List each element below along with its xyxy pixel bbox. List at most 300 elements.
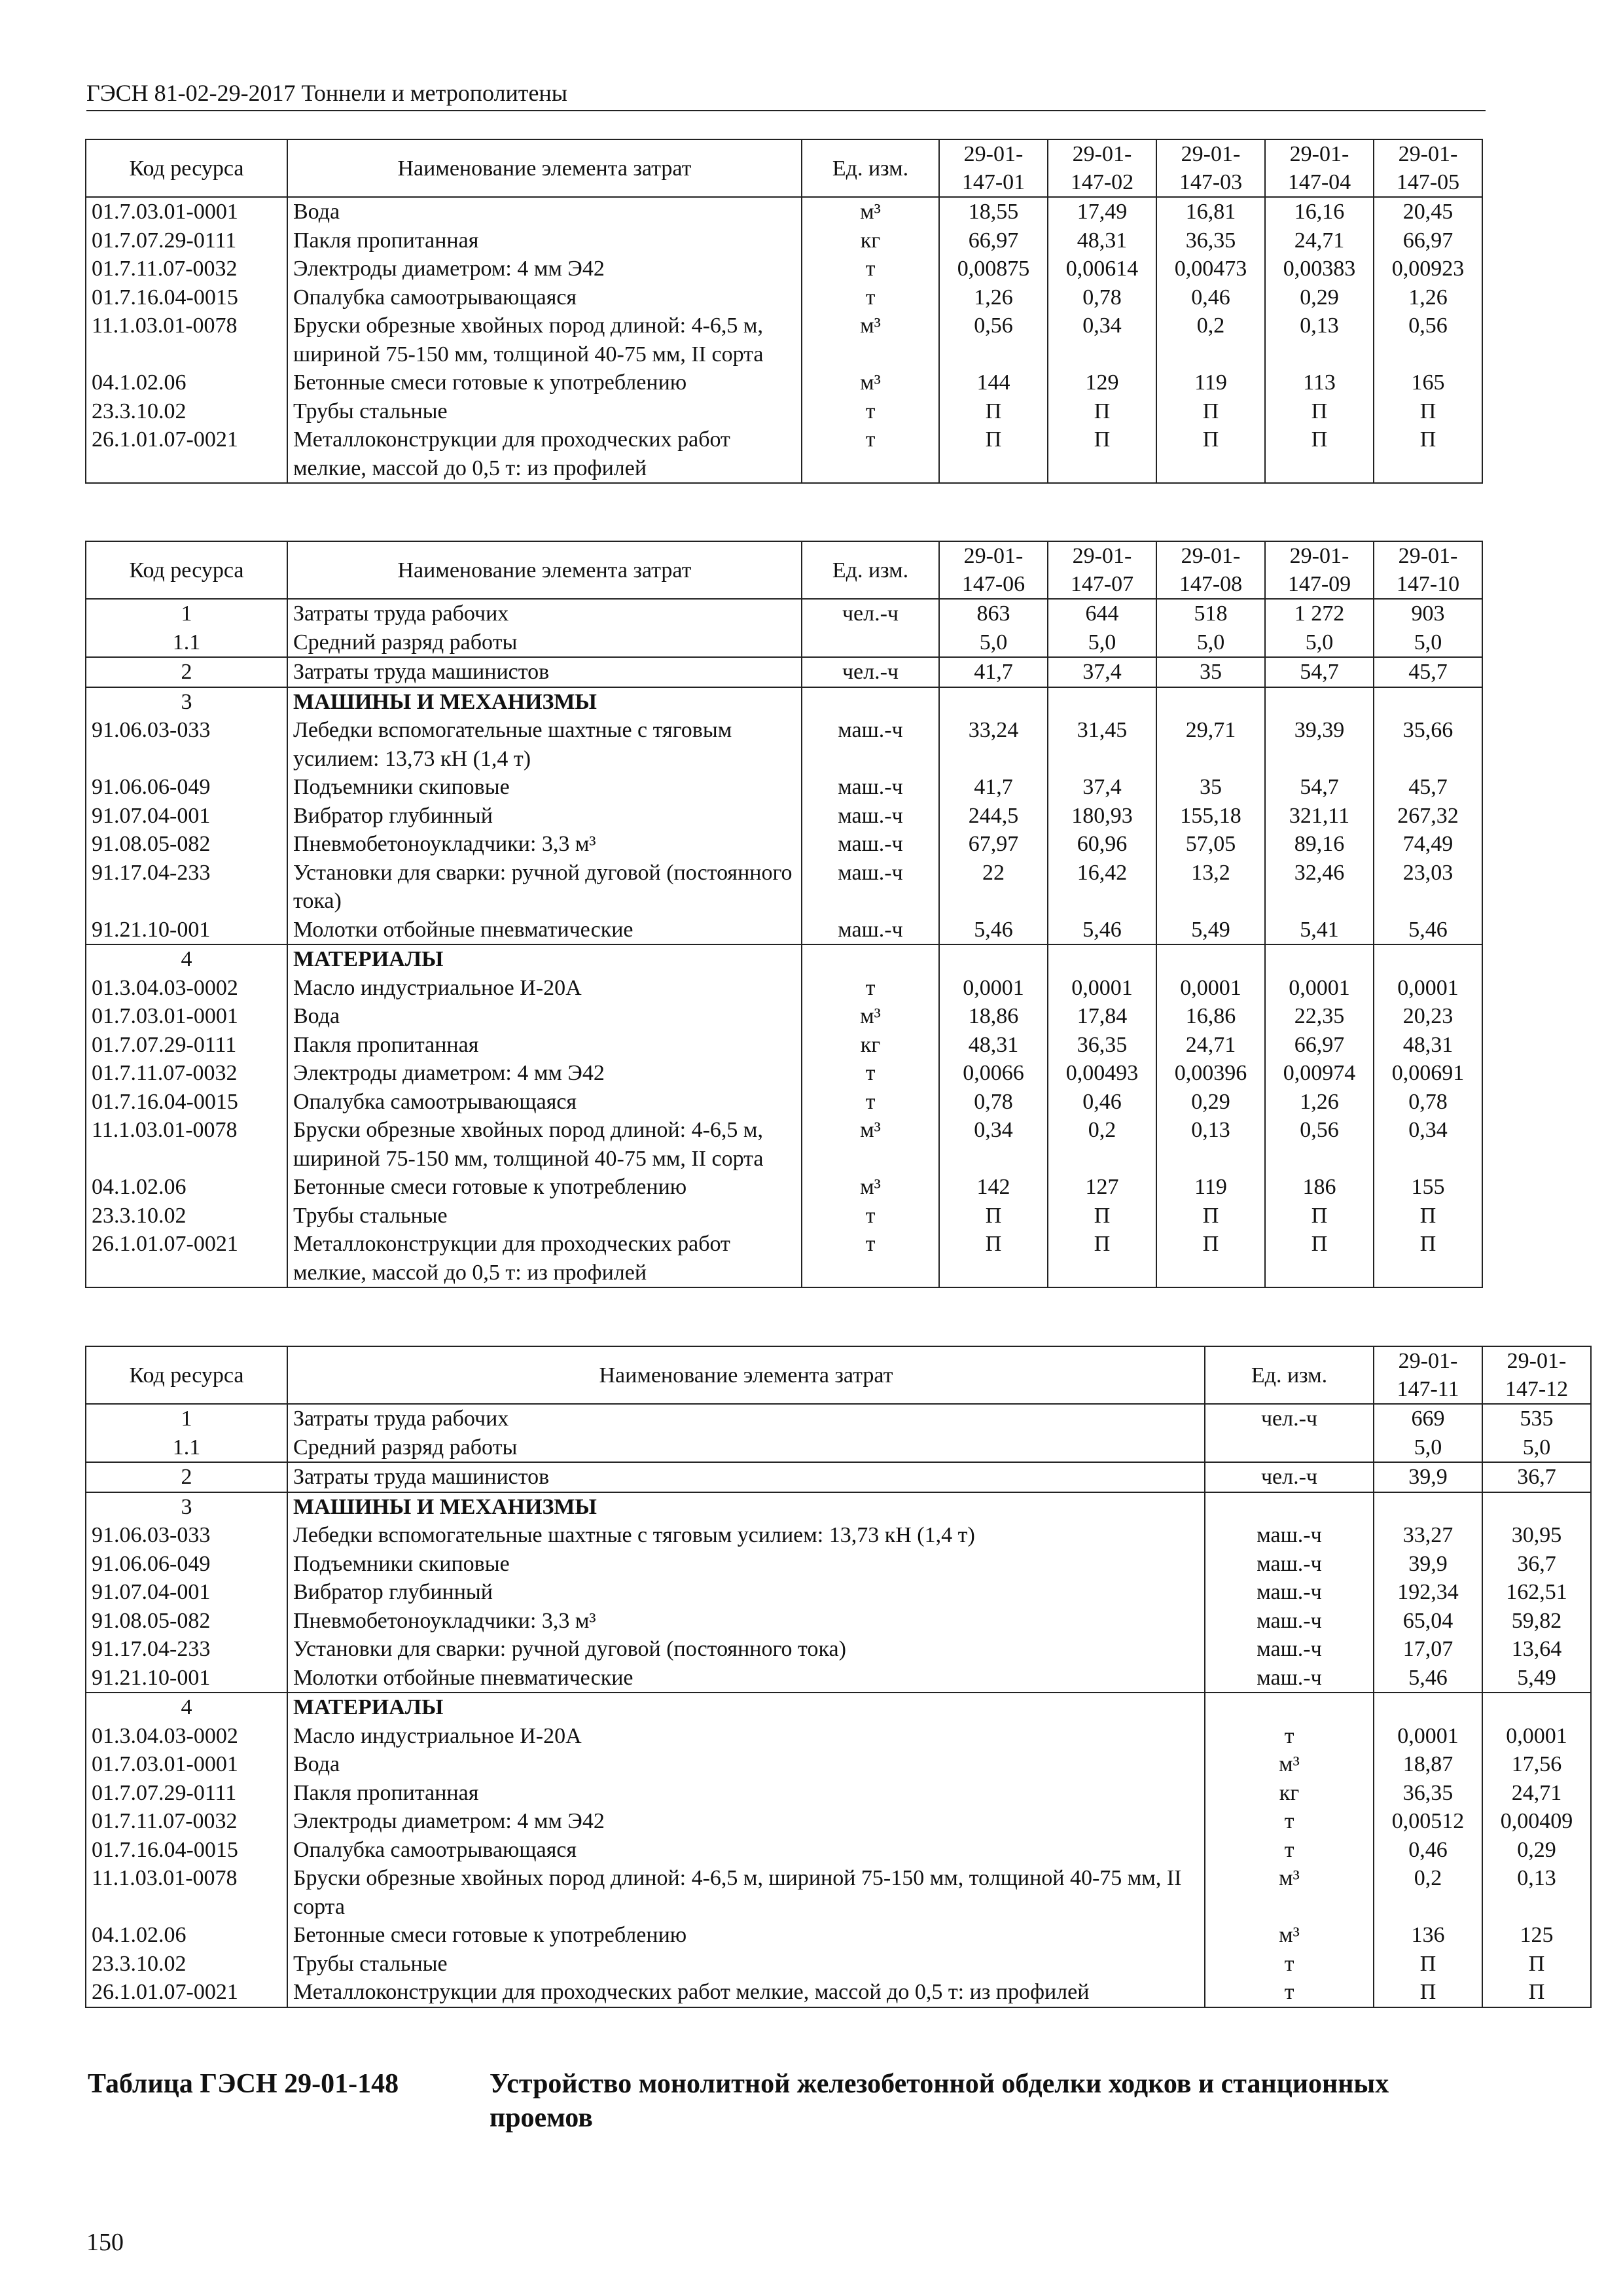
table-row bbox=[86, 1521, 1591, 1550]
value-cell bbox=[1048, 687, 1156, 717]
value-cell: П bbox=[1265, 425, 1374, 483]
col-header-unit: Ед. изм. bbox=[802, 541, 939, 599]
resource-name: Масло индустриальное И-20А bbox=[287, 974, 802, 1003]
value-cell: 66,97 bbox=[939, 226, 1048, 255]
section-heading: МАШИНЫ И МЕХАНИЗМЫ bbox=[287, 1492, 1205, 1522]
value-cell: 136 bbox=[1374, 1921, 1482, 1950]
value-cell: П bbox=[1374, 1978, 1482, 2007]
value-cell: 57,05 bbox=[1156, 830, 1265, 859]
table-row bbox=[86, 1116, 1482, 1173]
unit-cell: т bbox=[802, 255, 939, 283]
value-cell: 36,35 bbox=[1374, 1779, 1482, 1808]
value-cell: 66,97 bbox=[1374, 226, 1482, 255]
value-cell: П bbox=[939, 425, 1048, 483]
resource-code: 91.17.04-233 bbox=[86, 1635, 287, 1664]
resource-code: 01.7.03.01-0001 bbox=[86, 1750, 287, 1779]
value-cell: 65,04 bbox=[1374, 1607, 1482, 1636]
value-cell: 36,7 bbox=[1482, 1462, 1591, 1492]
resource-code: 1 bbox=[86, 599, 287, 628]
resource-code: 23.3.10.02 bbox=[86, 397, 287, 426]
value-cell: 0,78 bbox=[1374, 1088, 1482, 1117]
value-cell: 0,56 bbox=[1265, 1116, 1374, 1173]
resource-code: 01.7.16.04-0015 bbox=[86, 283, 287, 312]
section-heading: МАТЕРИАЛЫ bbox=[287, 944, 802, 974]
unit-cell: т bbox=[802, 1202, 939, 1230]
resource-name: Затраты труда машинистов bbox=[287, 657, 802, 687]
unit-cell: м³ bbox=[802, 1173, 939, 1202]
value-cell: 0,0001 bbox=[939, 974, 1048, 1003]
col-header-norm: 29-01-147-07 bbox=[1048, 541, 1156, 599]
table-row bbox=[86, 1462, 1591, 1492]
value-cell: 0,2 bbox=[1156, 312, 1265, 368]
value-cell: П bbox=[1374, 1202, 1482, 1230]
value-cell: П bbox=[1265, 1230, 1374, 1287]
value-cell: 0,00691 bbox=[1374, 1059, 1482, 1088]
value-cell: 16,42 bbox=[1048, 859, 1156, 916]
unit-cell: маш.-ч bbox=[802, 716, 939, 773]
table-row bbox=[86, 197, 1482, 226]
value-cell: 321,11 bbox=[1265, 802, 1374, 831]
resource-name: Трубы стальные bbox=[287, 397, 802, 426]
resource-name: Средний разряд работы bbox=[287, 628, 802, 658]
value-cell: 0,00923 bbox=[1374, 255, 1482, 283]
table-row bbox=[86, 1433, 1591, 1463]
value-cell: 5,46 bbox=[1374, 916, 1482, 945]
unit-cell: м³ bbox=[1205, 1750, 1374, 1779]
table-row bbox=[86, 1492, 1591, 1522]
resource-code: 04.1.02.06 bbox=[86, 1173, 287, 1202]
value-cell: 535 bbox=[1482, 1404, 1591, 1433]
col-header-norm: 29-01-147-09 bbox=[1265, 541, 1374, 599]
value-cell: 66,97 bbox=[1265, 1031, 1374, 1060]
value-cell bbox=[1482, 1492, 1591, 1522]
value-cell: П bbox=[1374, 1950, 1482, 1979]
resource-code: 91.17.04-233 bbox=[86, 859, 287, 916]
table-row bbox=[86, 1059, 1482, 1088]
value-cell: 119 bbox=[1156, 368, 1265, 397]
value-cell bbox=[1156, 687, 1265, 717]
value-cell: 0,56 bbox=[1374, 312, 1482, 368]
page-number: 150 bbox=[86, 2229, 124, 2256]
value-cell: 20,45 bbox=[1374, 197, 1482, 226]
value-cell: 113 bbox=[1265, 368, 1374, 397]
unit-cell: т bbox=[1205, 1836, 1374, 1865]
unit-cell: т bbox=[1205, 1722, 1374, 1751]
value-cell: 54,7 bbox=[1265, 773, 1374, 802]
value-cell: 36,35 bbox=[1156, 226, 1265, 255]
value-cell: 48,31 bbox=[1048, 226, 1156, 255]
table-row bbox=[86, 1607, 1591, 1636]
value-cell: 0,00875 bbox=[939, 255, 1048, 283]
resource-name: Подъемники скиповые bbox=[287, 1550, 1205, 1579]
running-header: ГЭСН 81-02-29-2017 Тоннели и метрополитены bbox=[86, 79, 1486, 111]
table-row bbox=[86, 802, 1482, 831]
value-cell: П bbox=[1156, 397, 1265, 426]
value-cell: 5,0 bbox=[1156, 628, 1265, 658]
resource-code: 01.7.03.01-0001 bbox=[86, 1002, 287, 1031]
value-cell: 35 bbox=[1156, 773, 1265, 802]
resource-name: Пневмобетоноукладчики: 3,3 м³ bbox=[287, 830, 802, 859]
caption-label: Таблица ГЭСН 29-01-148 bbox=[88, 2069, 399, 2099]
col-header-unit: Ед. изм. bbox=[802, 139, 939, 197]
value-cell: П bbox=[1048, 397, 1156, 426]
table-row bbox=[86, 1578, 1591, 1607]
value-cell: 0,0001 bbox=[1156, 974, 1265, 1003]
value-cell: 0,13 bbox=[1265, 312, 1374, 368]
value-cell: 119 bbox=[1156, 1173, 1265, 1202]
resource-code: 1.1 bbox=[86, 628, 287, 658]
resource-code: 4 bbox=[86, 944, 287, 974]
col-header-norm: 29-01-147-02 bbox=[1048, 139, 1156, 197]
resource-name: Опалубка самоотрывающаяся bbox=[287, 283, 802, 312]
value-cell: 32,46 bbox=[1265, 859, 1374, 916]
value-cell: П bbox=[939, 1202, 1048, 1230]
value-cell bbox=[1374, 687, 1482, 717]
value-cell: 863 bbox=[939, 599, 1048, 628]
value-cell: 24,71 bbox=[1156, 1031, 1265, 1060]
value-cell: П bbox=[1374, 425, 1482, 483]
unit-cell: маш.-ч bbox=[1205, 1664, 1374, 1693]
resource-code: 91.07.04-001 bbox=[86, 802, 287, 831]
col-header-norm: 29-01-147-01 bbox=[939, 139, 1048, 197]
unit-cell: т bbox=[1205, 1807, 1374, 1836]
resource-code: 91.06.03-033 bbox=[86, 1521, 287, 1550]
value-cell: 155,18 bbox=[1156, 802, 1265, 831]
value-cell: 669 bbox=[1374, 1404, 1482, 1433]
resource-name: Вода bbox=[287, 1002, 802, 1031]
unit-cell: т bbox=[1205, 1950, 1374, 1979]
resource-table-1 bbox=[85, 139, 1483, 484]
resource-code: 91.06.03-033 bbox=[86, 716, 287, 773]
value-cell: 5,49 bbox=[1156, 916, 1265, 945]
value-cell: 0,00493 bbox=[1048, 1059, 1156, 1088]
resource-code: 11.1.03.01-0078 bbox=[86, 1116, 287, 1173]
col-header-norm: 29-01-147-04 bbox=[1265, 139, 1374, 197]
table-row bbox=[86, 716, 1482, 773]
value-cell: 22 bbox=[939, 859, 1048, 916]
value-cell: 37,4 bbox=[1048, 773, 1156, 802]
unit-cell: т bbox=[802, 1059, 939, 1088]
value-cell: 45,7 bbox=[1374, 773, 1482, 802]
value-cell: П bbox=[1156, 425, 1265, 483]
table-row bbox=[86, 1722, 1591, 1751]
resource-name: Лебедки вспомогательные шахтные с тяговым усилием: 13,73 кН (1,4 т) bbox=[287, 716, 802, 773]
value-cell: 74,49 bbox=[1374, 830, 1482, 859]
resource-code: 01.7.11.07-0032 bbox=[86, 255, 287, 283]
resource-name: Вода bbox=[287, 1750, 1205, 1779]
table-row bbox=[86, 1978, 1591, 2007]
value-cell: 16,86 bbox=[1156, 1002, 1265, 1031]
table-row bbox=[86, 1202, 1482, 1230]
resource-code: 4 bbox=[86, 1693, 287, 1722]
table-row bbox=[86, 773, 1482, 802]
resource-code: 01.7.03.01-0001 bbox=[86, 197, 287, 226]
value-cell: 0,29 bbox=[1265, 283, 1374, 312]
resource-code: 91.06.06-049 bbox=[86, 1550, 287, 1579]
resource-name: Бруски обрезные хвойных пород длиной: 4-6,5 м, шириной 75-150 мм, толщиной 40-75 мм, II сорта bbox=[287, 1116, 802, 1173]
value-cell: 0,00383 bbox=[1265, 255, 1374, 283]
resource-name: Трубы стальные bbox=[287, 1950, 1205, 1979]
resource-name: Опалубка самоотрывающаяся bbox=[287, 1088, 802, 1117]
resource-name: Пакля пропитанная bbox=[287, 1779, 1205, 1808]
value-cell: 0,00614 bbox=[1048, 255, 1156, 283]
value-cell: 0,13 bbox=[1482, 1864, 1591, 1921]
unit-cell: чел.-ч bbox=[1205, 1462, 1374, 1492]
value-cell: П bbox=[1048, 425, 1156, 483]
value-cell: 16,16 bbox=[1265, 197, 1374, 226]
col-header-name: Наименование элемента затрат bbox=[287, 1346, 1205, 1404]
table-row bbox=[86, 226, 1482, 255]
value-cell: 16,81 bbox=[1156, 197, 1265, 226]
unit-cell: т bbox=[1205, 1978, 1374, 2007]
resource-code: 04.1.02.06 bbox=[86, 368, 287, 397]
value-cell: 29,71 bbox=[1156, 716, 1265, 773]
value-cell: П bbox=[1156, 1202, 1265, 1230]
value-cell: 0,2 bbox=[1048, 1116, 1156, 1173]
resource-name: Масло индустриальное И-20А bbox=[287, 1722, 1205, 1751]
value-cell: 0,56 bbox=[939, 312, 1048, 368]
table-row bbox=[86, 1550, 1591, 1579]
value-cell bbox=[1482, 1693, 1591, 1722]
value-cell: 13,2 bbox=[1156, 859, 1265, 916]
value-cell: П bbox=[1482, 1978, 1591, 2007]
value-cell: 125 bbox=[1482, 1921, 1591, 1950]
table-row bbox=[86, 1864, 1591, 1921]
value-cell: 0,00396 bbox=[1156, 1059, 1265, 1088]
table-row bbox=[86, 974, 1482, 1003]
value-cell: 17,49 bbox=[1048, 197, 1156, 226]
table-row bbox=[86, 830, 1482, 859]
value-cell bbox=[1048, 944, 1156, 974]
unit-cell: т bbox=[802, 1230, 939, 1287]
resource-table-3 bbox=[85, 1346, 1592, 2008]
unit-cell: маш.-ч bbox=[1205, 1550, 1374, 1579]
resource-name: Металлоконструкции для проходческих работ мелкие, массой до 0,5 т: из профилей bbox=[287, 1978, 1205, 2007]
value-cell: 186 bbox=[1265, 1173, 1374, 1202]
resource-code: 01.7.11.07-0032 bbox=[86, 1807, 287, 1836]
section-heading: МАШИНЫ И МЕХАНИЗМЫ bbox=[287, 687, 802, 717]
value-cell: 59,82 bbox=[1482, 1607, 1591, 1636]
value-cell: 67,97 bbox=[939, 830, 1048, 859]
value-cell: 155 bbox=[1374, 1173, 1482, 1202]
unit-cell: т bbox=[802, 397, 939, 426]
unit-cell: т bbox=[802, 283, 939, 312]
value-cell: 5,0 bbox=[1482, 1433, 1591, 1463]
col-header-norm: 29-01-147-06 bbox=[939, 541, 1048, 599]
resource-name: Бетонные смеси готовые к употреблению bbox=[287, 368, 802, 397]
resource-name: Металлоконструкции для проходческих работ мелкие, массой до 0,5 т: из профилей bbox=[287, 425, 802, 483]
unit-cell: маш.-ч bbox=[802, 916, 939, 945]
resource-name: Установки для сварки: ручной дуговой (постоянного тока) bbox=[287, 1635, 1205, 1664]
resource-code: 91.08.05-082 bbox=[86, 1607, 287, 1636]
value-cell: 41,7 bbox=[939, 657, 1048, 687]
value-cell: П bbox=[1374, 397, 1482, 426]
unit-cell bbox=[1205, 1433, 1374, 1463]
value-cell: 5,0 bbox=[1265, 628, 1374, 658]
value-cell: 180,93 bbox=[1048, 802, 1156, 831]
value-cell: П bbox=[1048, 1230, 1156, 1287]
table-row bbox=[86, 1031, 1482, 1060]
value-cell: 1,26 bbox=[939, 283, 1048, 312]
unit-cell: м³ bbox=[802, 312, 939, 368]
resource-code: 2 bbox=[86, 657, 287, 687]
value-cell: 39,9 bbox=[1374, 1550, 1482, 1579]
value-cell: 35,66 bbox=[1374, 716, 1482, 773]
value-cell: 18,87 bbox=[1374, 1750, 1482, 1779]
value-cell: 0,2 bbox=[1374, 1864, 1482, 1921]
unit-cell: чел.-ч bbox=[802, 657, 939, 687]
col-header-code: Код ресурса bbox=[86, 1346, 287, 1404]
unit-cell: м³ bbox=[802, 1002, 939, 1031]
col-header-code: Код ресурса bbox=[86, 541, 287, 599]
table-row bbox=[86, 687, 1482, 717]
resource-name: Бетонные смеси готовые к употреблению bbox=[287, 1173, 802, 1202]
value-cell: 0,34 bbox=[939, 1116, 1048, 1173]
resource-code: 91.06.06-049 bbox=[86, 773, 287, 802]
col-header-code: Код ресурса bbox=[86, 139, 287, 197]
resource-name: Электроды диаметром: 4 мм Э42 bbox=[287, 1059, 802, 1088]
value-cell: 0,46 bbox=[1156, 283, 1265, 312]
resource-code: 26.1.01.07-0021 bbox=[86, 1978, 287, 2007]
table-row bbox=[86, 1836, 1591, 1865]
resource-code: 91.21.10-001 bbox=[86, 1664, 287, 1693]
value-cell: 0,46 bbox=[1374, 1836, 1482, 1865]
resource-table-2 bbox=[85, 541, 1483, 1288]
value-cell bbox=[939, 944, 1048, 974]
value-cell: П bbox=[1482, 1950, 1591, 1979]
table-row bbox=[86, 1950, 1591, 1979]
unit-cell bbox=[802, 628, 939, 658]
resource-code: 91.21.10-001 bbox=[86, 916, 287, 945]
value-cell: 5,46 bbox=[1374, 1664, 1482, 1693]
value-cell: 165 bbox=[1374, 368, 1482, 397]
value-cell bbox=[1265, 687, 1374, 717]
value-cell: 89,16 bbox=[1265, 830, 1374, 859]
resource-name: Вибратор глубинный bbox=[287, 1578, 1205, 1607]
table-row bbox=[86, 1088, 1482, 1117]
value-cell bbox=[1374, 944, 1482, 974]
resource-code: 11.1.03.01-0078 bbox=[86, 1864, 287, 1921]
value-cell: 142 bbox=[939, 1173, 1048, 1202]
value-cell: 24,71 bbox=[1265, 226, 1374, 255]
value-cell: 267,32 bbox=[1374, 802, 1482, 831]
resource-name: Опалубка самоотрывающаяся bbox=[287, 1836, 1205, 1865]
table-row bbox=[86, 916, 1482, 945]
value-cell bbox=[939, 687, 1048, 717]
table-row bbox=[86, 628, 1482, 658]
value-cell: 5,0 bbox=[939, 628, 1048, 658]
resource-code: 23.3.10.02 bbox=[86, 1950, 287, 1979]
value-cell bbox=[1374, 1492, 1482, 1522]
unit-cell: маш.-ч bbox=[802, 773, 939, 802]
resource-name: Затраты труда рабочих bbox=[287, 599, 802, 628]
table-row bbox=[86, 283, 1482, 312]
value-cell: 35 bbox=[1156, 657, 1265, 687]
table-row bbox=[86, 1173, 1482, 1202]
resource-code: 01.3.04.03-0002 bbox=[86, 974, 287, 1003]
resource-name: Бетонные смеси готовые к употреблению bbox=[287, 1921, 1205, 1950]
value-cell: 144 bbox=[939, 368, 1048, 397]
resource-code: 26.1.01.07-0021 bbox=[86, 425, 287, 483]
value-cell: 1 272 bbox=[1265, 599, 1374, 628]
value-cell: 1,26 bbox=[1265, 1088, 1374, 1117]
table-row bbox=[86, 859, 1482, 916]
value-cell: 36,35 bbox=[1048, 1031, 1156, 1060]
table-row bbox=[86, 368, 1482, 397]
value-cell: 903 bbox=[1374, 599, 1482, 628]
value-cell: 518 bbox=[1156, 599, 1265, 628]
col-header-norm: 29-01-147-05 bbox=[1374, 139, 1482, 197]
resource-code: 01.3.04.03-0002 bbox=[86, 1722, 287, 1751]
unit-cell: т bbox=[802, 425, 939, 483]
table-row bbox=[86, 1750, 1591, 1779]
value-cell: 0,0066 bbox=[939, 1059, 1048, 1088]
col-header-name: Наименование элемента затрат bbox=[287, 541, 802, 599]
value-cell: 41,7 bbox=[939, 773, 1048, 802]
value-cell: 0,0001 bbox=[1265, 974, 1374, 1003]
resource-code: 91.08.05-082 bbox=[86, 830, 287, 859]
resource-name: Трубы стальные bbox=[287, 1202, 802, 1230]
value-cell: 5,0 bbox=[1048, 628, 1156, 658]
table-row bbox=[86, 312, 1482, 368]
resource-code: 3 bbox=[86, 687, 287, 717]
table-row bbox=[86, 599, 1482, 628]
value-cell: 13,64 bbox=[1482, 1635, 1591, 1664]
resource-name: Пневмобетоноукладчики: 3,3 м³ bbox=[287, 1607, 1205, 1636]
value-cell: 54,7 bbox=[1265, 657, 1374, 687]
value-cell: 129 bbox=[1048, 368, 1156, 397]
value-cell: 24,71 bbox=[1482, 1779, 1591, 1808]
unit-cell: т bbox=[802, 1088, 939, 1117]
value-cell: 36,7 bbox=[1482, 1550, 1591, 1579]
resource-name: Затраты труда машинистов bbox=[287, 1462, 1205, 1492]
resource-name: Молотки отбойные пневматические bbox=[287, 1664, 1205, 1693]
value-cell: 33,24 bbox=[939, 716, 1048, 773]
value-cell: 0,00409 bbox=[1482, 1807, 1591, 1836]
value-cell: 0,29 bbox=[1482, 1836, 1591, 1865]
value-cell: 0,34 bbox=[1048, 312, 1156, 368]
resource-name: Электроды диаметром: 4 мм Э42 bbox=[287, 1807, 1205, 1836]
value-cell: 0,0001 bbox=[1374, 974, 1482, 1003]
col-header-norm: 29-01-147-12 bbox=[1482, 1346, 1591, 1404]
resource-code: 01.7.07.29-0111 bbox=[86, 1031, 287, 1060]
value-cell: 0,0001 bbox=[1482, 1722, 1591, 1751]
value-cell: 0,00512 bbox=[1374, 1807, 1482, 1836]
value-cell: 5,46 bbox=[1048, 916, 1156, 945]
value-cell: 0,00473 bbox=[1156, 255, 1265, 283]
unit-cell: кг bbox=[802, 1031, 939, 1060]
col-header-norm: 29-01-147-03 bbox=[1156, 139, 1265, 197]
unit-cell: м³ bbox=[1205, 1864, 1374, 1921]
value-cell: П bbox=[1374, 1230, 1482, 1287]
value-cell bbox=[1265, 944, 1374, 974]
resource-code: 23.3.10.02 bbox=[86, 1202, 287, 1230]
table-row bbox=[86, 1664, 1591, 1693]
unit-cell: т bbox=[802, 974, 939, 1003]
unit-cell: маш.-ч bbox=[1205, 1635, 1374, 1664]
unit-cell: маш.-ч bbox=[1205, 1578, 1374, 1607]
resource-name: Бруски обрезные хвойных пород длиной: 4-6,5 м, шириной 75-150 мм, толщиной 40-75 мм, II сорта bbox=[287, 312, 802, 368]
value-cell: П bbox=[939, 397, 1048, 426]
unit-cell: м³ bbox=[1205, 1921, 1374, 1950]
value-cell: П bbox=[939, 1230, 1048, 1287]
resource-name: Вибратор глубинный bbox=[287, 802, 802, 831]
value-cell: 0,34 bbox=[1374, 1116, 1482, 1173]
resource-name: Лебедки вспомогательные шахтные с тяговым усилием: 13,73 кН (1,4 т) bbox=[287, 1521, 1205, 1550]
table-row bbox=[86, 1807, 1591, 1836]
value-cell: 18,86 bbox=[939, 1002, 1048, 1031]
value-cell: 22,35 bbox=[1265, 1002, 1374, 1031]
